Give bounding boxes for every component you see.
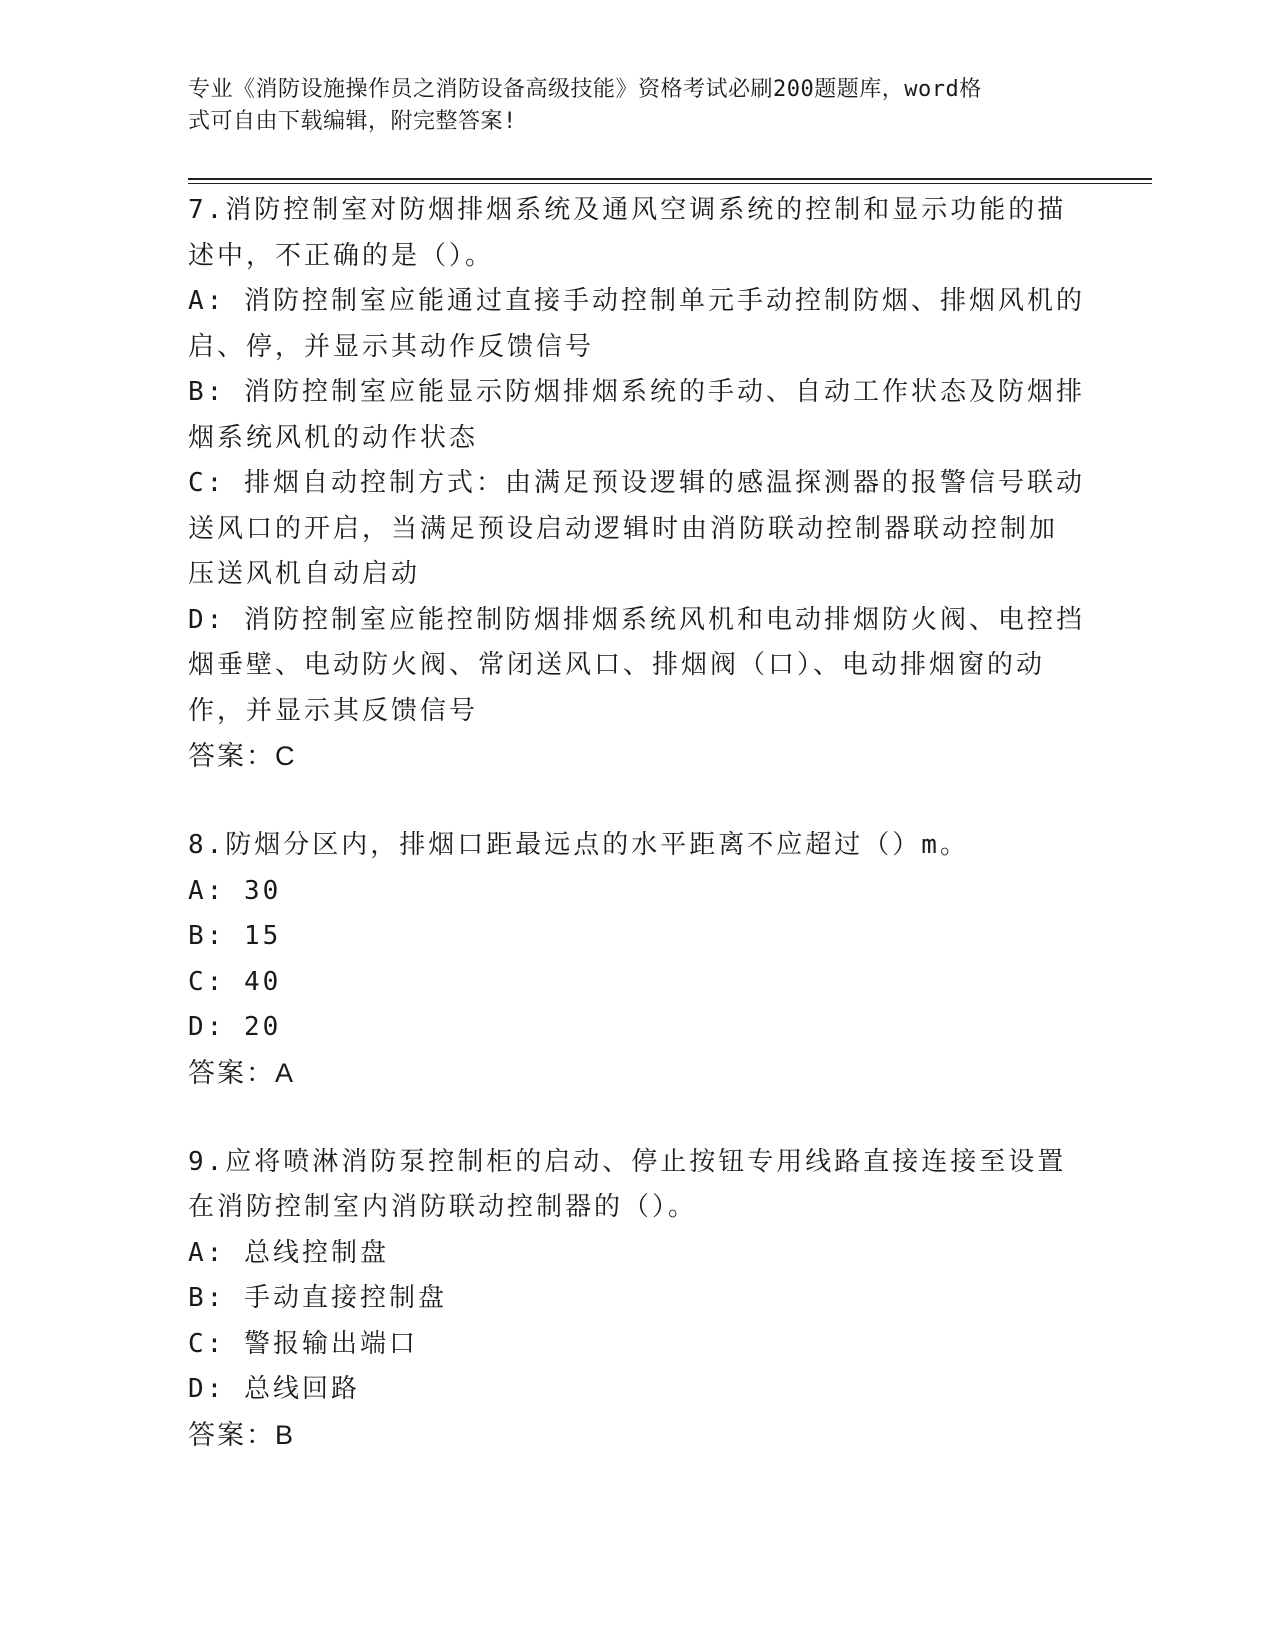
document-header: [188, 74, 1058, 138]
question-9: [188, 1140, 1088, 1458]
option-c-line: C: 排烟自动控制方式：由满足预设逻辑的感温探测器的报警信号联动: [188, 468, 1085, 498]
question-stem-line: 9.应将喷淋消防泵控制柜的启动、停止按钮专用线路直接连接至设置: [188, 1146, 1067, 1177]
question-list: [188, 188, 1088, 1502]
option-c-line: C: 警报输出端口: [188, 1328, 418, 1359]
question-8: [188, 823, 1088, 1096]
option-a-line: A: 30: [188, 875, 282, 906]
option-c-line: 送风口的开启，当满足预设启动逻辑时由消防联动控制器联动控制加: [188, 513, 1059, 544]
option-d-line: D: 消防控制室应能控制防烟排烟系统风机和电动排烟防火阀、电控挡: [188, 604, 1085, 635]
option-d-line: D: 总线回路: [188, 1374, 360, 1404]
option-b-line: B: 消防控制室应能显示防烟排烟系统的手动、自动工作状态及防烟排: [188, 377, 1085, 407]
option-c-line: C: 40: [188, 966, 282, 997]
header-line-1: 专业《消防设施操作员之消防设备高级技能》资格考试必刷200题题库，word格: [188, 77, 982, 102]
header-rule-thin: [188, 183, 1152, 184]
answer-label: 答案：C: [188, 741, 297, 771]
option-c-line: 压送风机自动启动: [188, 559, 421, 589]
question-stem-line: 在消防控制室内消防联动控制器的（）。: [188, 1192, 698, 1222]
option-d-line: 烟垂壁、电动防火阀、常闭送风口、排烟阀（口）、电动排烟窗的动: [188, 650, 1046, 680]
option-b-line: B: 15: [188, 921, 282, 951]
option-d-line: 作，并显示其反馈信号: [188, 695, 479, 726]
option-b-line: B: 手动直接控制盘: [188, 1283, 447, 1313]
option-b-line: 烟系统风机的动作状态: [188, 422, 479, 453]
question-stem-line: 7.消防控制室对防烟排烟系统及通风空调系统的控制和显示功能的描: [188, 195, 1067, 225]
answer-label: 答案：A: [188, 1057, 296, 1088]
question-stem-line: 8.防烟分区内，排烟口距最远点的水平距离不应超过（）m。: [188, 830, 969, 860]
option-d-line: D: 20: [188, 1012, 282, 1042]
question-7: [188, 188, 1088, 779]
header-line-2: 式可自由下载编辑，附完整答案!: [188, 109, 517, 134]
answer-label: 答案：B: [188, 1419, 296, 1450]
option-a-line: A: 消防控制室应能通过直接手动控制单元手动控制防烟、排烟风机的: [188, 286, 1085, 316]
question-stem-line: 述中，不正确的是（）。: [188, 240, 495, 271]
header-rule-thick: [188, 178, 1152, 180]
option-a-line: 启、停，并显示其动作反馈信号: [188, 331, 595, 362]
option-a-line: A: 总线控制盘: [188, 1237, 389, 1268]
